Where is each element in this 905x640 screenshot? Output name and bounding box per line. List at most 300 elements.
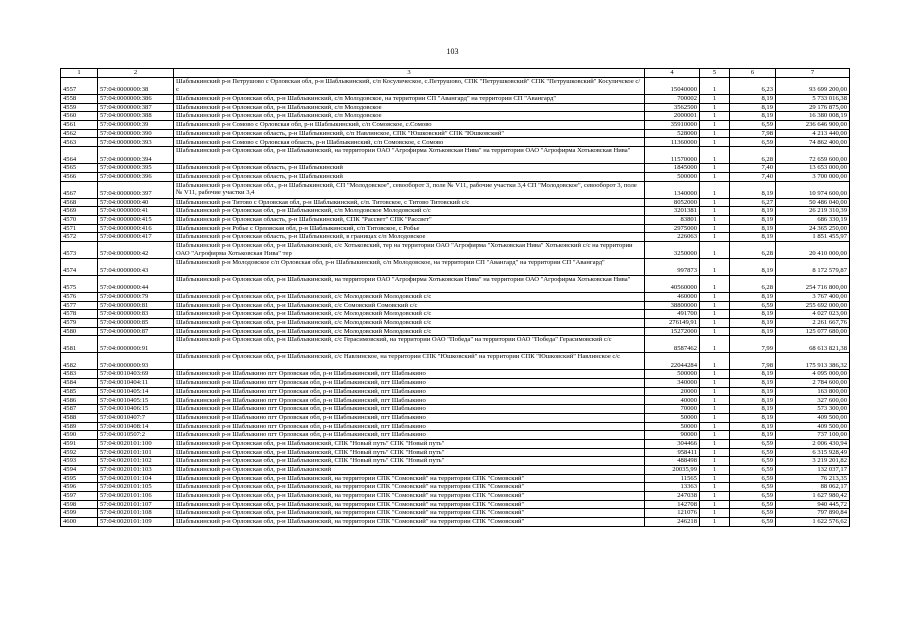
- count-cell: 1: [700, 483, 730, 492]
- value-cell: 74 862 400,00: [776, 138, 850, 147]
- address-cell: Шаблыкинский р-н Орловская область, р-н Шаблыкинский, в границах с/п Молодовское: [174, 233, 645, 242]
- count-cell: 1: [700, 301, 730, 310]
- address-cell: Шаблыкинский р-н Орловская обл, р-н Шаблыкинский, СПК "Новый путь" СПК "Новый путь": [174, 439, 645, 448]
- cadastral-number-cell: 57:04:0020101:107: [98, 500, 174, 509]
- table-row: [61, 387, 850, 396]
- table-row: [61, 439, 850, 448]
- cadastral-number-cell: 57:04:0000000:388: [98, 112, 174, 121]
- value-cell: 24 365 250,00: [776, 224, 850, 233]
- cadastral-number-cell: 57:04:0000000:386: [98, 95, 174, 104]
- count-cell: 1: [700, 500, 730, 509]
- rate-cell: 8,19: [730, 207, 776, 216]
- value-cell: 5 733 016,38: [776, 95, 850, 104]
- table-row: [61, 405, 850, 414]
- row-number-cell: 4593: [61, 457, 98, 466]
- cadastral-number-cell: 57:04:0000000:415: [98, 215, 174, 224]
- cadastral-number-cell: 57:04:0010403:69: [98, 370, 174, 379]
- row-number-cell: 4560: [61, 112, 98, 121]
- row-number-cell: 4581: [61, 336, 98, 353]
- count-cell: 1: [700, 448, 730, 457]
- value-cell: 254 716 800,00: [776, 275, 850, 292]
- cadastral-number-cell: 57:04:0000000:41: [98, 207, 174, 216]
- value-cell: 13 653 000,00: [776, 164, 850, 173]
- column-header: 3: [174, 69, 645, 78]
- count-cell: 1: [700, 198, 730, 207]
- table-row: [61, 483, 850, 492]
- count-cell: 1: [700, 138, 730, 147]
- row-number-cell: 4579: [61, 319, 98, 328]
- table-row: [61, 138, 850, 147]
- table-row: [61, 172, 850, 181]
- table-row: [61, 129, 850, 138]
- cadastral-number-cell: 57:04:0010408:14: [98, 422, 174, 431]
- address-cell: Шаблыкинский р-н Шаблыкино пгт Орловская обл, р-н Шаблыкинский, пгт Шаблыкино: [174, 387, 645, 396]
- rate-cell: 6,59: [730, 518, 776, 527]
- value-cell: 6 315 928,49: [776, 448, 850, 457]
- area-cell: 22044284: [645, 353, 700, 370]
- rate-cell: 8,19: [730, 215, 776, 224]
- address-cell: Шаблыкинский р-н Титово с Орловская обл, р-н Шаблыкинский, с/п. Титовское, с Титово Титовский с/с: [174, 198, 645, 207]
- address-cell: Шаблыкинский р-н Шаблыкино пгт Орловская обл, р-н Шаблыкинский, пгт Шаблыкино: [174, 422, 645, 431]
- area-cell: 304466: [645, 439, 700, 448]
- row-number-cell: 4557: [61, 78, 98, 95]
- area-cell: 15272000: [645, 327, 700, 336]
- value-cell: 68 613 821,38: [776, 336, 850, 353]
- count-cell: 1: [700, 172, 730, 181]
- row-number-cell: 4569: [61, 207, 98, 216]
- cadastral-number-cell: 57:04:0000000:397: [98, 181, 174, 198]
- column-header: 4: [645, 69, 700, 78]
- cadastral-number-cell: 57:04:0000000:44: [98, 275, 174, 292]
- row-number-cell: 4576: [61, 292, 98, 301]
- column-header: 7: [776, 69, 850, 78]
- row-number-cell: 4582: [61, 353, 98, 370]
- address-cell: Шаблыкинский р-н Орловская обл, р-н Шаблыкинский, на территории СПК "Сомовский" на территории СПК "Сомовский": [174, 492, 645, 501]
- value-cell: 236 646 900,00: [776, 121, 850, 130]
- count-cell: 1: [700, 164, 730, 173]
- address-cell: Шаблыкинский р-н Шаблыкино пгт Орловская обл, р-н Шаблыкинский, пгт Шаблыкино: [174, 379, 645, 388]
- cadastral-number-cell: 57:04:0020101:106: [98, 492, 174, 501]
- rate-cell: 8,19: [730, 292, 776, 301]
- value-cell: 1 627 980,42: [776, 492, 850, 501]
- area-cell: 528000: [645, 129, 700, 138]
- table-row: [61, 292, 850, 301]
- count-cell: 1: [700, 474, 730, 483]
- table-row: [61, 103, 850, 112]
- cadastral-number-cell: 57:04:0020101:104: [98, 474, 174, 483]
- rate-cell: 7,40: [730, 172, 776, 181]
- value-cell: 3 767 400,00: [776, 292, 850, 301]
- rate-cell: 8,19: [730, 224, 776, 233]
- table-row: [61, 370, 850, 379]
- value-cell: 686 330,19: [776, 215, 850, 224]
- address-cell: Шаблыкинский р-н Орловская обл, р-н Шаблыкинский: [174, 465, 645, 474]
- area-cell: 40000: [645, 396, 700, 405]
- row-number-cell: 4563: [61, 138, 98, 147]
- value-cell: 1 622 576,62: [776, 518, 850, 527]
- count-cell: 1: [700, 413, 730, 422]
- count-cell: 1: [700, 241, 730, 258]
- area-cell: 90000: [645, 431, 700, 440]
- rate-cell: 8,19: [730, 112, 776, 121]
- table-row: [61, 422, 850, 431]
- area-cell: 38800000: [645, 301, 700, 310]
- table-row: [61, 95, 850, 104]
- rate-cell: 8,19: [730, 405, 776, 414]
- count-cell: 1: [700, 465, 730, 474]
- cadastral-number-cell: 57:04:0000000:83: [98, 310, 174, 319]
- row-number-cell: 4594: [61, 465, 98, 474]
- row-number-cell: 4565: [61, 164, 98, 173]
- cadastral-number-cell: 57:04:0000000:416: [98, 224, 174, 233]
- row-number-cell: 4573: [61, 241, 98, 258]
- value-cell: 255 692 000,00: [776, 301, 850, 310]
- value-cell: 125 077 680,00: [776, 327, 850, 336]
- address-cell: Шаблыкинский р-н Орловская обл, р-н Шаблыкинский, СПК "Новый путь" СПК "Новый путь": [174, 448, 645, 457]
- cadastral-number-cell: 57:04:0010405:14: [98, 387, 174, 396]
- table-row: [61, 327, 850, 336]
- count-cell: 1: [700, 147, 730, 164]
- count-cell: 1: [700, 233, 730, 242]
- value-cell: 327 600,00: [776, 396, 850, 405]
- area-cell: 11360000: [645, 138, 700, 147]
- count-cell: 1: [700, 431, 730, 440]
- cadastral-number-cell: 57:04:0020101:102: [98, 457, 174, 466]
- count-cell: 1: [700, 181, 730, 198]
- area-cell: 997873: [645, 258, 700, 275]
- row-number-cell: 4561: [61, 121, 98, 130]
- rate-cell: 8,19: [730, 422, 776, 431]
- count-cell: 1: [700, 258, 730, 275]
- count-cell: 1: [700, 224, 730, 233]
- row-number-cell: 4580: [61, 327, 98, 336]
- value-cell: 940 445,72: [776, 500, 850, 509]
- address-cell: Шаблыкинский р-н Орловская обл, р-н Шаблыкинский, с/с Молодовский Молодовский с/с: [174, 327, 645, 336]
- page-number: 103: [446, 47, 459, 56]
- value-cell: 1 851 455,97: [776, 233, 850, 242]
- row-number-cell: 4592: [61, 448, 98, 457]
- rate-cell: 8,19: [730, 181, 776, 198]
- rate-cell: 8,19: [730, 387, 776, 396]
- address-cell: Шаблыкинский р-н Орловская область, р-н Шаблыкинский: [174, 172, 645, 181]
- rate-cell: 8,19: [730, 310, 776, 319]
- rate-cell: 8,19: [730, 431, 776, 440]
- table-row: [61, 301, 850, 310]
- row-number-cell: 4568: [61, 198, 98, 207]
- row-number-cell: 4562: [61, 129, 98, 138]
- cadastral-number-cell: 57:04:0010404:11: [98, 379, 174, 388]
- address-cell: Шаблыкинский р-н Орловская обл, р-н Шаблыкинский, с/с Герасимовский, на территории ОАО "Победа" на территории ОАО "Победа" Герасимовский с/с: [174, 336, 645, 353]
- area-cell: 491700: [645, 310, 700, 319]
- count-cell: 1: [700, 292, 730, 301]
- row-number-cell: 4574: [61, 258, 98, 275]
- value-cell: 163 800,00: [776, 387, 850, 396]
- row-number-cell: 4575: [61, 275, 98, 292]
- cadastral-number-cell: 57:04:0020101:101: [98, 448, 174, 457]
- rate-cell: 6,59: [730, 465, 776, 474]
- count-cell: 1: [700, 327, 730, 336]
- value-cell: 16 380 008,19: [776, 112, 850, 121]
- value-cell: 20 410 000,00: [776, 241, 850, 258]
- address-cell: Шаблыкинский р-н Орловская обл, р-н Шаблыкинский, с/с Хотьковский, тер на территории ОАО "Агрофирма "Хотьковская Нива" Хотьковский с/с на территории ОАО "Агрофирма Хотьковская Нива" тер: [174, 241, 645, 258]
- area-cell: 247038: [645, 492, 700, 501]
- area-cell: 20000: [645, 387, 700, 396]
- address-cell: Шаблыкинский р-н Шаблыкино пгт Орловская обл, р-н Шаблыкинский, пгт Шаблыкино: [174, 396, 645, 405]
- row-number-cell: 4586: [61, 396, 98, 405]
- rate-cell: 8,19: [730, 413, 776, 422]
- row-number-cell: 4600: [61, 518, 98, 527]
- cadastral-number-cell: 57:04:0000000:42: [98, 241, 174, 258]
- value-cell: 72 659 600,00: [776, 147, 850, 164]
- address-cell: Шаблыкинский р-н Орловская обл, р-н Шаблыкинский, на территории СПК "Сомовский" на территории СПК "Сомовский": [174, 509, 645, 518]
- table-row: [61, 492, 850, 501]
- cadastral-number-cell: 57:04:0000000:85: [98, 319, 174, 328]
- area-cell: 40560000: [645, 275, 700, 292]
- area-cell: 3562500: [645, 103, 700, 112]
- area-cell: 83801: [645, 215, 700, 224]
- value-cell: 4 213 440,00: [776, 129, 850, 138]
- address-cell: Шаблыкинский р-н Орловская обл, р-н Шаблыкинский, с/п Молодовское Молодовский с/с: [174, 207, 645, 216]
- area-cell: 13363: [645, 483, 700, 492]
- address-cell: Шаблыкинский р-н Робье с Орловская обл, р-н Шаблыкинский, с/п Титовское, с Робье: [174, 224, 645, 233]
- value-cell: 88 062,17: [776, 483, 850, 492]
- table-row: [61, 241, 850, 258]
- row-number-cell: 4558: [61, 95, 98, 104]
- count-cell: 1: [700, 439, 730, 448]
- value-cell: 29 176 875,00: [776, 103, 850, 112]
- cadastral-number-cell: 57:04:0000000:87: [98, 327, 174, 336]
- count-cell: 1: [700, 422, 730, 431]
- count-cell: 1: [700, 492, 730, 501]
- value-cell: 3 700 000,00: [776, 172, 850, 181]
- value-cell: 93 699 200,00: [776, 78, 850, 95]
- row-number-cell: 4598: [61, 500, 98, 509]
- table-row: [61, 215, 850, 224]
- row-number-cell: 4599: [61, 509, 98, 518]
- count-cell: 1: [700, 387, 730, 396]
- area-cell: 11565: [645, 474, 700, 483]
- rate-cell: 8,19: [730, 319, 776, 328]
- cadastral-number-cell: 57:04:0000000:387: [98, 103, 174, 112]
- address-cell: Шаблыкинский р-н Сомово с Орловская обл, р-н Шаблыкинский, с/п Сомовское, с.Сомово: [174, 121, 645, 130]
- row-number-cell: 4559: [61, 103, 98, 112]
- address-cell: Шаблыкинский р-н Орловская обл, р-н Шаблыкинский, на территории ОАО "Агрофирма Хотьковская Нива" на территории ОАО "Агрофирма Хотьковская Нива": [174, 275, 645, 292]
- area-cell: 70000: [645, 405, 700, 414]
- rate-cell: 7,99: [730, 336, 776, 353]
- rate-cell: 6,23: [730, 78, 776, 95]
- value-cell: 409 500,00: [776, 413, 850, 422]
- count-cell: 1: [700, 95, 730, 104]
- address-cell: Шаблыкинский р-н Орловская обл, р-н Шаблыкинский, с/с Молодовский Молодовский с/с: [174, 310, 645, 319]
- rate-cell: 8,19: [730, 103, 776, 112]
- area-cell: 11570000: [645, 147, 700, 164]
- table-row: [61, 78, 850, 95]
- area-cell: 2000001: [645, 112, 700, 121]
- row-number-cell: 4590: [61, 431, 98, 440]
- table-row: [61, 121, 850, 130]
- area-cell: 50000: [645, 413, 700, 422]
- cadastral-number-cell: 57:04:0010407:7: [98, 413, 174, 422]
- cadastral-number-cell: 57:04:0000000:93: [98, 353, 174, 370]
- address-cell: Шаблыкинский р-н Орловская обл, р-н Шаблыкинский, с/п Молодовское, на территории СП "Авангард" на территории СП "Авангард": [174, 95, 645, 104]
- cadastral-number-cell: 57:04:0000000:417: [98, 233, 174, 242]
- row-number-cell: 4567: [61, 181, 98, 198]
- cadastral-number-cell: 57:04:0000000:393: [98, 138, 174, 147]
- address-cell: Шаблыкинский р-н Орловская обл, р-н Шаблыкинский, на территории СПК "Сомовский" на территории СПК "Сомовский": [174, 500, 645, 509]
- cadastral-number-cell: 57:04:0010405:15: [98, 396, 174, 405]
- table-row: [61, 353, 850, 370]
- table-row: [61, 518, 850, 527]
- rate-cell: 8,19: [730, 258, 776, 275]
- address-cell: Шаблыкинский р-н Орловская область, р-н Шаблыкинский: [174, 164, 645, 173]
- rate-cell: 6,59: [730, 483, 776, 492]
- value-cell: 76 213,35: [776, 474, 850, 483]
- address-cell: Шаблыкинский р-н Орловская обл, р-н Шаблыкинский, с/с Навлинское, на территории СПК "Юшковский" на территории СПК "Юшковский" Навлинское с/с: [174, 353, 645, 370]
- table-row: [61, 379, 850, 388]
- row-number-cell: 4570: [61, 215, 98, 224]
- count-cell: 1: [700, 319, 730, 328]
- area-cell: 246218: [645, 518, 700, 527]
- table-row: [61, 448, 850, 457]
- row-number-cell: 4583: [61, 370, 98, 379]
- area-cell: 121076: [645, 509, 700, 518]
- count-cell: 1: [700, 518, 730, 527]
- table-row: [61, 224, 850, 233]
- table-row: [61, 233, 850, 242]
- cadastral-number-cell: 57:04:0020101:100: [98, 439, 174, 448]
- cadastral-number-cell: 57:04:0000000:390: [98, 129, 174, 138]
- rate-cell: 7,40: [730, 164, 776, 173]
- count-cell: 1: [700, 207, 730, 216]
- table-row: [61, 147, 850, 164]
- row-number-cell: 4571: [61, 224, 98, 233]
- row-number-cell: 4566: [61, 172, 98, 181]
- count-cell: 1: [700, 370, 730, 379]
- value-cell: 409 500,00: [776, 422, 850, 431]
- column-header: 5: [700, 69, 730, 78]
- address-cell: Шаблыкинский р-н Орловская обл, р-н Шаблыкинский, с/с Сомовский Сомовский с/с: [174, 301, 645, 310]
- row-number-cell: 4591: [61, 439, 98, 448]
- rate-cell: 6,28: [730, 147, 776, 164]
- area-cell: 276149,91: [645, 319, 700, 328]
- column-header: 1: [61, 69, 98, 78]
- rate-cell: 6,59: [730, 457, 776, 466]
- column-header: 2: [98, 69, 174, 78]
- table-row: [61, 431, 850, 440]
- area-cell: 8052000: [645, 198, 700, 207]
- address-cell: Шаблыкинский р-н Орловская обл, р-н Шаблыкинский, на территории СПК "Сомовский" на территории СПК "Сомовский": [174, 474, 645, 483]
- table-row: [61, 310, 850, 319]
- rate-cell: 6,59: [730, 509, 776, 518]
- address-cell: Шаблыкинский р-н Орловская обл, р-н Шаблыкинский, на территории СПК "Сомовский" на территории СПК "Сомовский": [174, 483, 645, 492]
- rate-cell: 8,19: [730, 327, 776, 336]
- table-row: [61, 207, 850, 216]
- table-row: [61, 465, 850, 474]
- row-number-cell: 4587: [61, 405, 98, 414]
- table-row: [61, 396, 850, 405]
- address-cell: Шаблыкинский р-н Орловская обл, р-н Шаблыкинский, СПК "Новый путь" СПК "Новый путь": [174, 457, 645, 466]
- row-number-cell: 4589: [61, 422, 98, 431]
- row-number-cell: 4596: [61, 483, 98, 492]
- rate-cell: 8,19: [730, 233, 776, 242]
- rate-cell: 8,19: [730, 396, 776, 405]
- cadastral-number-cell: 57:04:0000000:39: [98, 121, 174, 130]
- count-cell: 1: [700, 103, 730, 112]
- address-cell: Шаблыкинский р-н Шаблыкино пгт Орловская обл, р-н Шаблыкинский, пгт Шаблыкино: [174, 370, 645, 379]
- area-cell: 15040000: [645, 78, 700, 95]
- area-cell: 3250000: [645, 241, 700, 258]
- count-cell: 1: [700, 310, 730, 319]
- value-cell: 132 037,17: [776, 465, 850, 474]
- area-cell: 8587462: [645, 336, 700, 353]
- value-cell: 50 486 040,00: [776, 198, 850, 207]
- count-cell: 1: [700, 129, 730, 138]
- rate-cell: 6,27: [730, 198, 776, 207]
- rate-cell: 8,19: [730, 95, 776, 104]
- row-number-cell: 4584: [61, 379, 98, 388]
- area-cell: 142708: [645, 500, 700, 509]
- cadastral-number-cell: 57:04:0000000:40: [98, 198, 174, 207]
- address-cell: Шаблыкинский р-н Шаблыкино пгт Орловская обл, р-н Шаблыкинский, пгт Шаблыкино: [174, 405, 645, 414]
- cadastral-number-cell: 57:04:0020101:108: [98, 509, 174, 518]
- cadastral-number-cell: 57:04:0010507:2: [98, 431, 174, 440]
- address-cell: Шаблыкинский р-н Орловская обл, р-н Шаблыкинский, с/п Молодовское: [174, 103, 645, 112]
- table-row: [61, 413, 850, 422]
- address-cell: Шаблыкинский р-н Шаблыкино пгт Орловская обл, р-н Шаблыкинский, пгт Шаблыкино: [174, 431, 645, 440]
- area-cell: 50000: [645, 422, 700, 431]
- address-cell: Шаблыкинский р-н Орловская обл, р-н Шаблыкинский, с/с Молодовский Молодовский с/с: [174, 319, 645, 328]
- value-cell: 8 172 579,87: [776, 258, 850, 275]
- address-cell: Шаблыкинский р-н Орловская обл., р-н Шаблыкинский, СП "Молодовское", севооборот 3, поле № V11, рабочие участки 3,4 СП "Молодовское", севооборот 3, поле № V11, рабочие участки 3,4: [174, 181, 645, 198]
- value-cell: 797 890,84: [776, 509, 850, 518]
- row-number-cell: 4577: [61, 301, 98, 310]
- count-cell: 1: [700, 336, 730, 353]
- value-cell: 2 006 430,94: [776, 439, 850, 448]
- rate-cell: 6,59: [730, 121, 776, 130]
- table-row: [61, 164, 850, 173]
- rate-cell: 6,59: [730, 138, 776, 147]
- value-cell: 3 219 201,82: [776, 457, 850, 466]
- count-cell: 1: [700, 112, 730, 121]
- cadastral-number-cell: 57:04:0000000:395: [98, 164, 174, 173]
- rate-cell: 6,59: [730, 448, 776, 457]
- value-cell: 175 913 386,32: [776, 353, 850, 370]
- table-row: [61, 112, 850, 121]
- table-row: [61, 181, 850, 198]
- value-cell: 2 261 667,76: [776, 319, 850, 328]
- value-cell: 26 219 310,39: [776, 207, 850, 216]
- area-cell: 226063: [645, 233, 700, 242]
- cadastral-number-cell: 57:04:0000000:43: [98, 258, 174, 275]
- row-number-cell: 4597: [61, 492, 98, 501]
- area-cell: 3201381: [645, 207, 700, 216]
- area-cell: 340000: [645, 379, 700, 388]
- row-number-cell: 4585: [61, 387, 98, 396]
- address-cell: Шаблыкинский р-н Петрушово с Орловская обл, р-н Шаблыкинский, с/п Косулическое, с.Петрушово, СПК "Петрушковский" СПК "Петрушковский" Косуличское с/с: [174, 78, 645, 95]
- address-cell: Шаблыкинский р-н Орловская обл, р-н Шаблыкинский, на территории ОАО "Агрофирма Хотьковская Нива" на территории ОАО "Агрофирма Хотьковская Нива": [174, 147, 645, 164]
- cadastral-number-cell: 57:04:0020101:103: [98, 465, 174, 474]
- table-row: [61, 509, 850, 518]
- area-cell: 1340000: [645, 181, 700, 198]
- rate-cell: 6,59: [730, 439, 776, 448]
- cadastral-number-cell: 57:04:0010406:15: [98, 405, 174, 414]
- count-cell: 1: [700, 353, 730, 370]
- row-number-cell: 4564: [61, 147, 98, 164]
- cadastral-number-cell: 57:04:0000000:79: [98, 292, 174, 301]
- table-row: [61, 474, 850, 483]
- value-cell: 10 974 600,00: [776, 181, 850, 198]
- table-row: [61, 500, 850, 509]
